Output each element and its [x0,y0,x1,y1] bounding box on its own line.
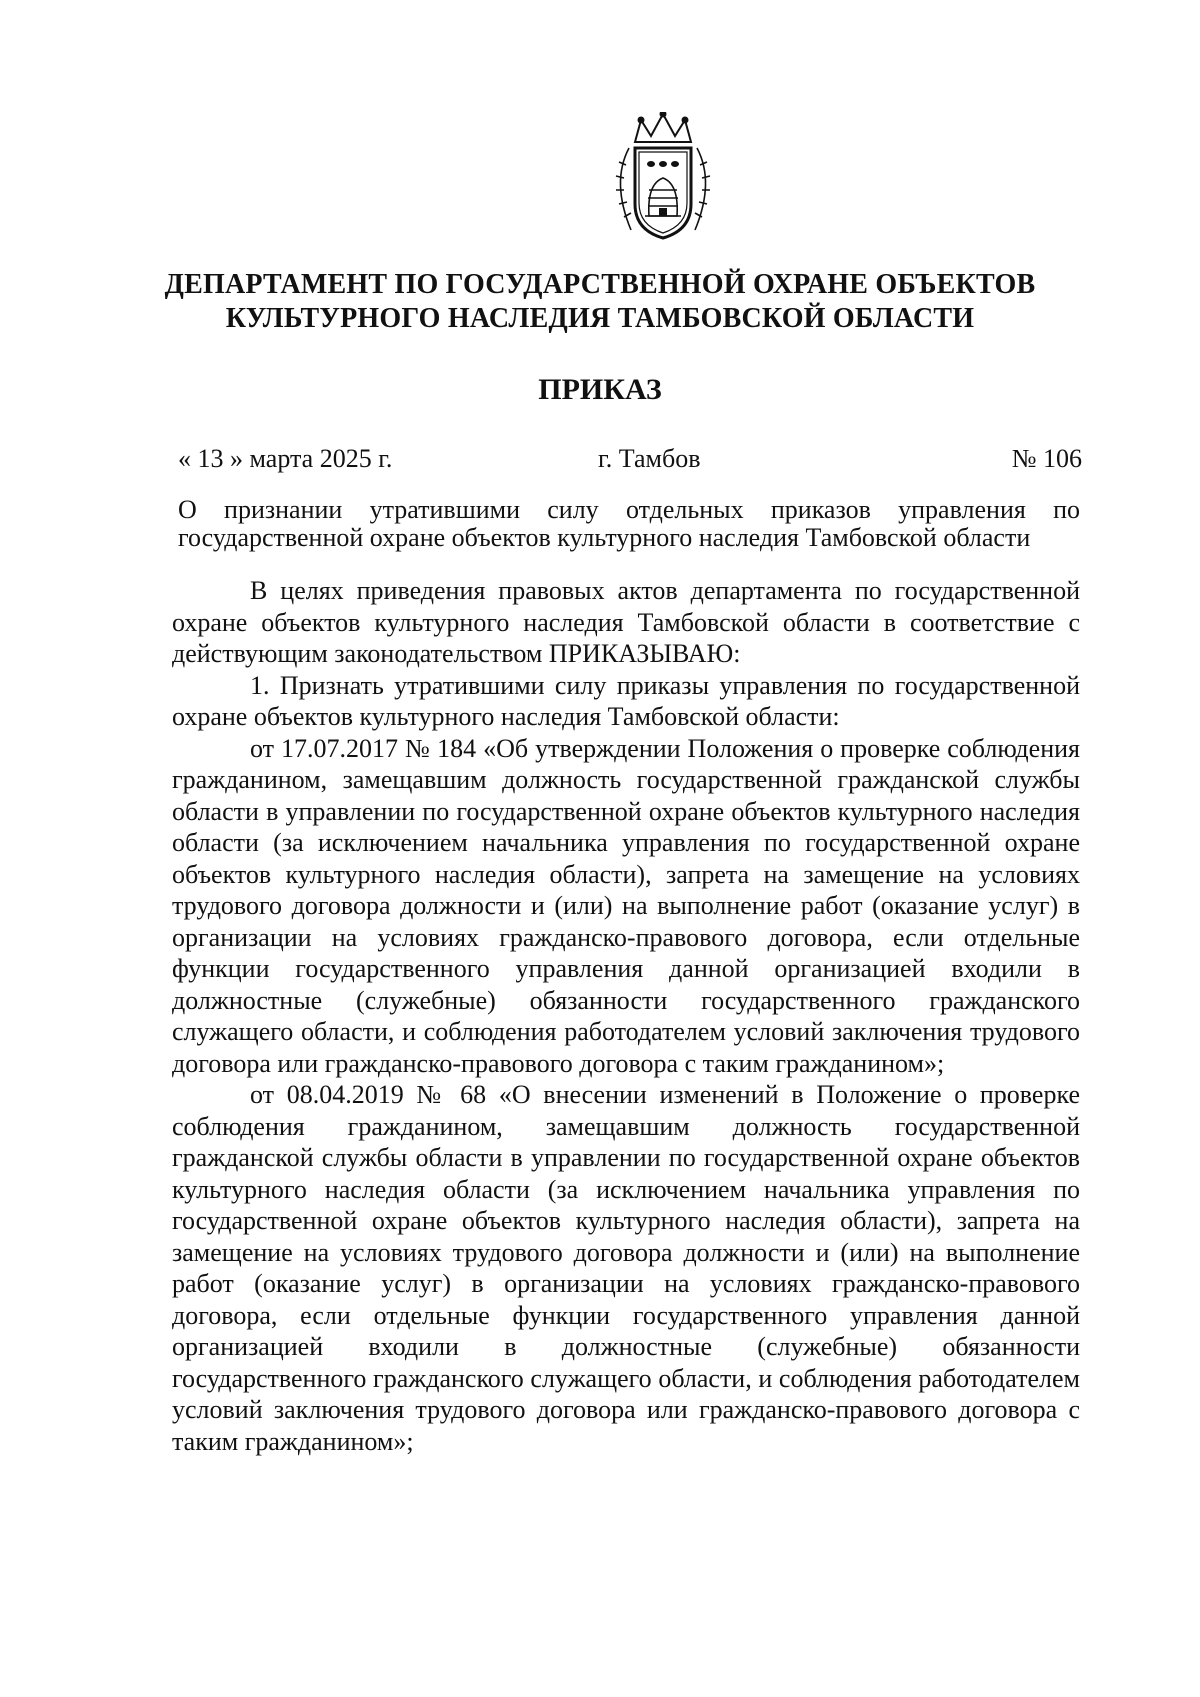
order-city: г. Тамбов [598,444,701,473]
item-1-paragraph: 1. Признать утратившими силу приказы управления по государственной охране объектов культурного наследия Тамбовской области: [172,670,1080,731]
preamble-paragraph: В целях приведения правовых актов департамента по государственной охране объектов культурного наследия Тамбовской области в соответствие с действующим законодательством ПРИКАЗЫВАЮ: [172,576,1080,668]
department-name [150,268,1050,336]
revoked-order-2019: от 08.04.2019 № 68 «О внесении изменений в Положение о проверке соблюдения гражданином, замещавшим должность государственной гражданской службы области в управлении по государственной охране объектов культурного наследия области (за исключением начальника управления по государственной охране объектов культурного наследия области), запрета на замещение на условиях трудового договора должности и (или) на выполнение работ (оказание услуг) в организации на условиях гражданско-правового договора, если отдельные функции государственного управления данной организацией входили в должностные (служебные) обязанности государственного гражданского служащего области, и соблюдения работодателем условий заключения трудового договора или гражданско-правового договора с таким гражданином»; [172,1080,1080,1456]
order-date: « 13 » марта 2025 г. [178,444,393,473]
coat-of-arms-icon [605,112,721,242]
revoked-order-2017: от 17.07.2017 № 184 «Об утверждении Положения о проверке соблюдения гражданином, замещавшим должность государственной гражданской службы области в управлении по государственной охране объектов культурного наследия области (за исключением начальника управления по государственной охране объектов культурного наследия области), запрета на замещение на условиях трудового договора должности и (или) на выполнение работ (оказание услуг) в организации на условиях гражданско-правового договора, если отдельные функции государственного управления данной организацией входили в должностные (служебные) обязанности государственного гражданского служащего области, и соблюдения работодателем условий заключения трудового договора или гражданско-правового договора с таким гражданином»; [172,733,1080,1078]
order-body [172,575,1080,1457]
order-subject: О признании утратившими силу отдельных приказов управления по государственной охране объектов культурного наследия Тамбовской области [178,495,1080,552]
document-type: ПРИКАЗ [538,373,662,406]
department-line-2: КУЛЬТУРНОГО НАСЛЕДИЯ ТАМБОВСКОЙ ОБЛАСТИ [225,303,975,334]
department-line-1: ДЕПАРТАМЕНТ ПО ГОСУДАРСТВЕННОЙ ОХРАНЕ ОБЪЕКТОВ [164,269,1036,300]
order-number: № 106 [1011,444,1082,473]
